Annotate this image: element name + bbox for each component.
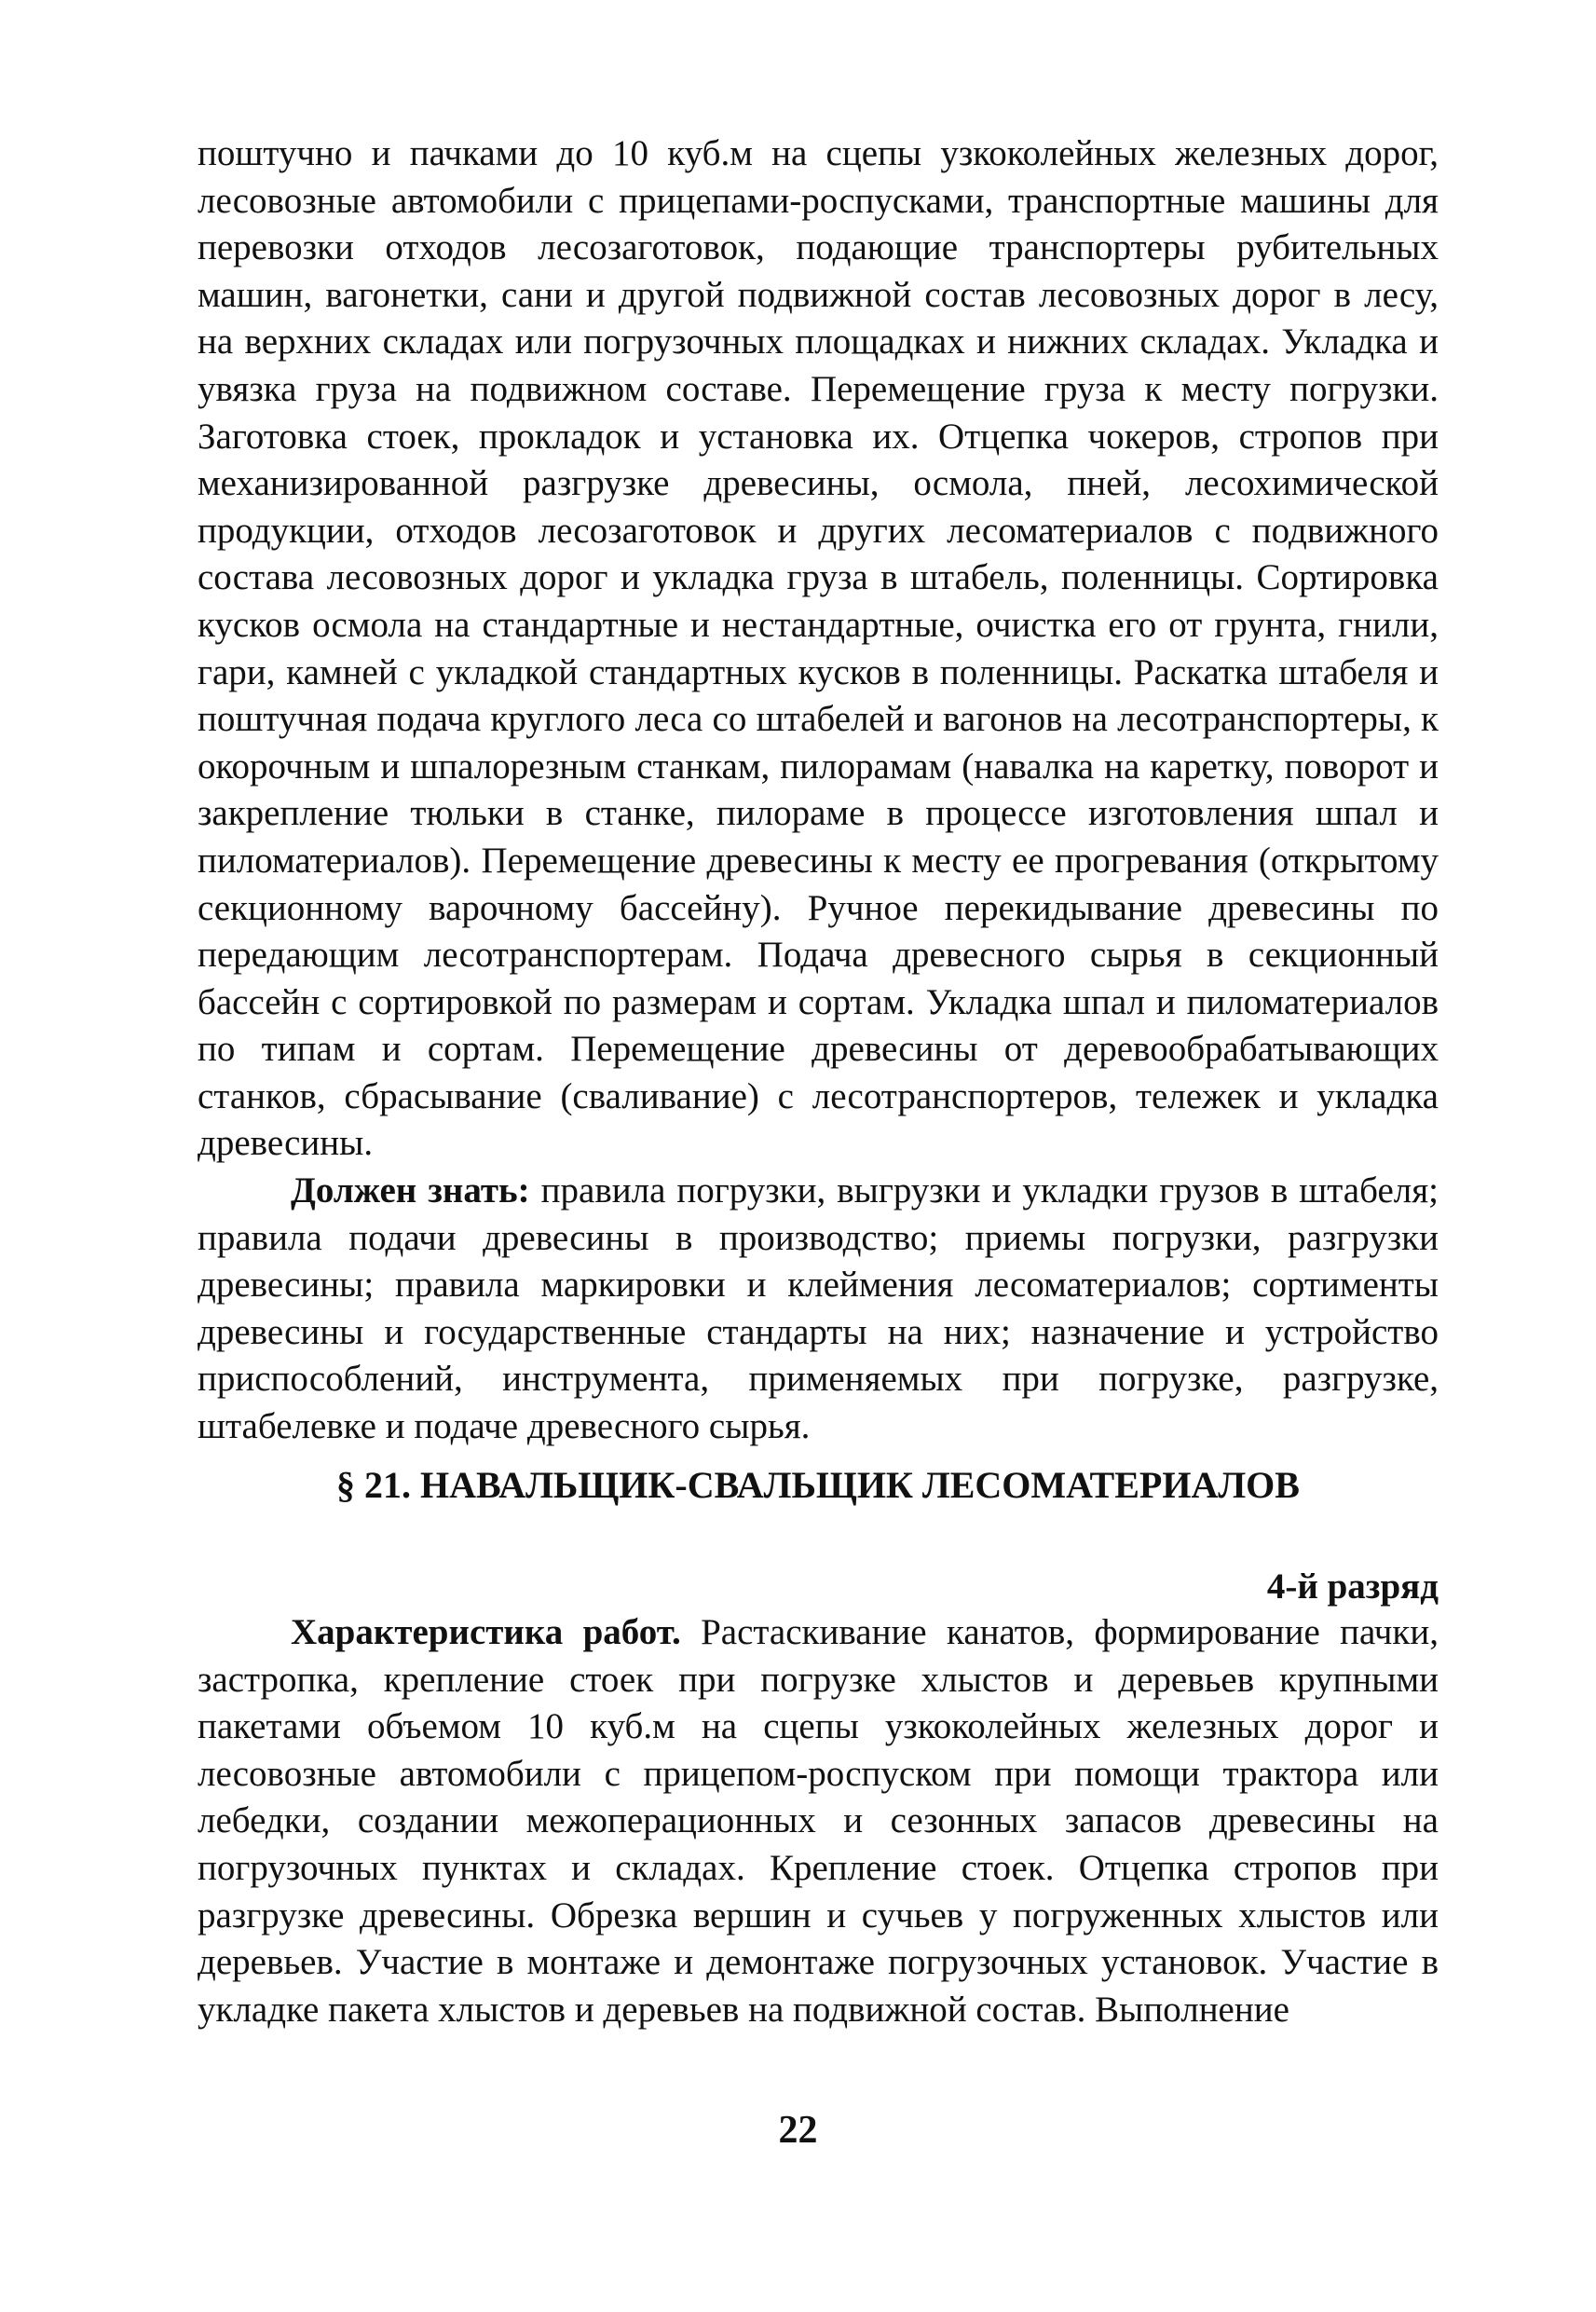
paragraph-continuation: поштучно и пачками до 10 куб.м на сцепы узкоколейных железных дорог, лесовозные автомобили с прицепами-роспусками, транспортные машины для перевозки отходов лесозаготовок, подающие транспортеры рубительных машин, вагонетки, сани и другой подвижной состав лесовозных дорог в лесу, на верхних складах или погрузочных площадках и нижних складах. Укладка и увязка груза на подвижном составе. Перемещение груза к месту погрузки. Заготовка стоек, прокладок и установка их. Отцепка чокеров, стропов при механизированной разгрузке древесины, осмола, пней, лесохимической продукции, отходов лесозаготовок и других лесоматериалов с подвижного состава лесовозных дорог и укладка груза в штабель, поленницы. Сортировка кусков осмола на стандартные и нестандартные, очистка его от грунта, гнили, гари, камней с укладкой стандартных кусков в поленницы. Раскатка штабеля и поштучная подача круглого леса со штабелей и вагонов на лесотранспортеры, к окорочным и шпалорезным станкам, пилорамам (навалка на каретку, поворот и закрепление тюльки в станке, пилораме в процессе изготовления шпал и пиломатериалов). Перемещение древесины к месту ее прогревания (открытому секционному варочному бассейну). Ручное перекидывание древесины по передающим лесотранспортерам. Подача древесного сырья в секционный бассейн с сортировкой по размерам и сортам. Укладка шпал и пиломатериалов по типам и сортам. Перемещение древесины от деревообрабатывающих станков, сбрасывание (сваливание) с лесотранспортеров, тележек и укладка древесины. xyxy=(198,133,1439,1164)
paragraph-must-know xyxy=(198,1168,1439,1451)
text-block-top xyxy=(198,130,1439,1451)
page-number: 22 xyxy=(778,2109,818,2152)
must-know-text: правила погрузки, выгрузки и укладки грузов в штабеля; правила подачи древесины в производство; приемы погрузки, разгрузки древесины; правила маркировки и клеймения лесоматериалов; сортименты древесины и государственные стандарты на них; назначение и устройство приспособлений, инструмента, применяемых при погрузке, разгрузке, штабелевке и подаче древесного сырья. xyxy=(198,1170,1439,1447)
text-block-bottom xyxy=(198,1609,1439,2033)
grade-label: 4-й разряд xyxy=(1266,1566,1439,1607)
must-know-label: Должен знать: xyxy=(291,1170,530,1211)
section-title: § 21. НАВАЛЬЩИК-СВАЛЬЩИК ЛЕСОМАТЕРИАЛОВ xyxy=(336,1464,1300,1506)
paragraph-work-characteristics xyxy=(198,1609,1439,2033)
work-characteristics-label: Характеристика работ. xyxy=(291,1612,681,1652)
work-characteristics-text: Растаскивание канатов, формирование пачки, застропка, крепление стоек при погрузке хлыстов и деревьев крупными пакетами объемом 10 куб.м на сцепы узкоколейных железных дорог и лесовозные автомобили с прицепом-роспуском при помощи трактора или лебедки, создании межоперационных и сезонных запасов древесины на погрузочных пунктах и складах. Крепление стоек. Отцепка стропов при разгрузке древесины. Обрезка вершин и сучьев у погруженных хлыстов или деревьев. Участие в монтаже и демонтаже погрузочных установок. Участие в укладке пакета хлыстов и деревьев на подвижной состав. Выполнение xyxy=(198,1612,1439,2030)
